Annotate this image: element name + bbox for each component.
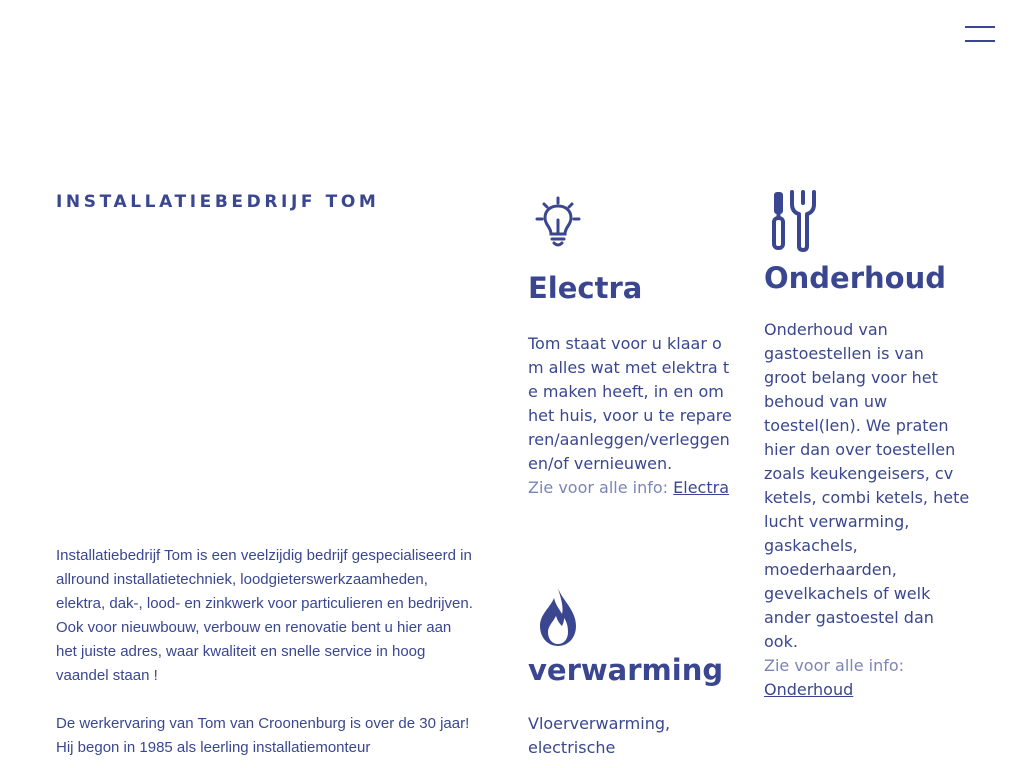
onderhoud-link[interactable]: Onderhoud <box>764 680 854 699</box>
lightbulb-icon <box>534 196 582 248</box>
service-title: Onderhoud <box>764 261 947 295</box>
wrench-screwdriver-icon <box>764 190 818 252</box>
intro-text <box>56 544 476 768</box>
hamburger-menu-icon <box>965 26 995 28</box>
brand-title: INSTALLATIEBEDRIJF TOM <box>56 192 380 212</box>
flame-icon <box>536 586 580 648</box>
service-description: Tom staat voor u klaar om alles wat met elektra te maken heeft, in en om het huis, voor u te repareren/aanleggen/verleggen en/of vernieuwen. <box>528 334 732 473</box>
service-description: Onderhoud van gastoestellen is van groot belang voor het behoud van uw toestel(len). We praten hier dan over toestellen zoals keukengeisers, cv ketels, combi ketels, hete lucht verwarming, gaskachels, moederhaarden, gevelkachels of welk ander gastoestel dan ook. <box>764 320 970 651</box>
intro-paragraph: Installatiebedrijf Tom is een veelzijdig bedrijf gespecialiseerd in allround installatietechniek, loodgieterswerkzaamheden, elektra, dak-, lood- en zinkwerk voor particulieren en bedrijven. Ook voor nieuwbouw, verbouw en renovatie bent u hier aan het juiste adres, waar kwaliteit en snelle service in hoog vaandel staan ! <box>56 547 473 684</box>
service-title: Electra <box>528 271 643 305</box>
service-description: Vloerverwarming, electrische <box>528 714 671 757</box>
intro-paragraph: De werkervaring van Tom van Croonenburg is over de 30 jaar! Hij begon in 1985 als leerling installatiemonteur <box>56 715 470 756</box>
service-electra <box>528 196 732 500</box>
service-more-info: Zie voor alle info: Onderhoud <box>764 656 905 699</box>
service-title: verwarming <box>528 653 724 687</box>
service-more-info: Zie voor alle info: Electra <box>528 478 730 497</box>
service-verwarming <box>528 586 738 760</box>
electra-link[interactable]: Electra <box>673 478 730 497</box>
service-onderhoud <box>764 190 970 702</box>
hamburger-menu-button[interactable] <box>962 24 998 46</box>
